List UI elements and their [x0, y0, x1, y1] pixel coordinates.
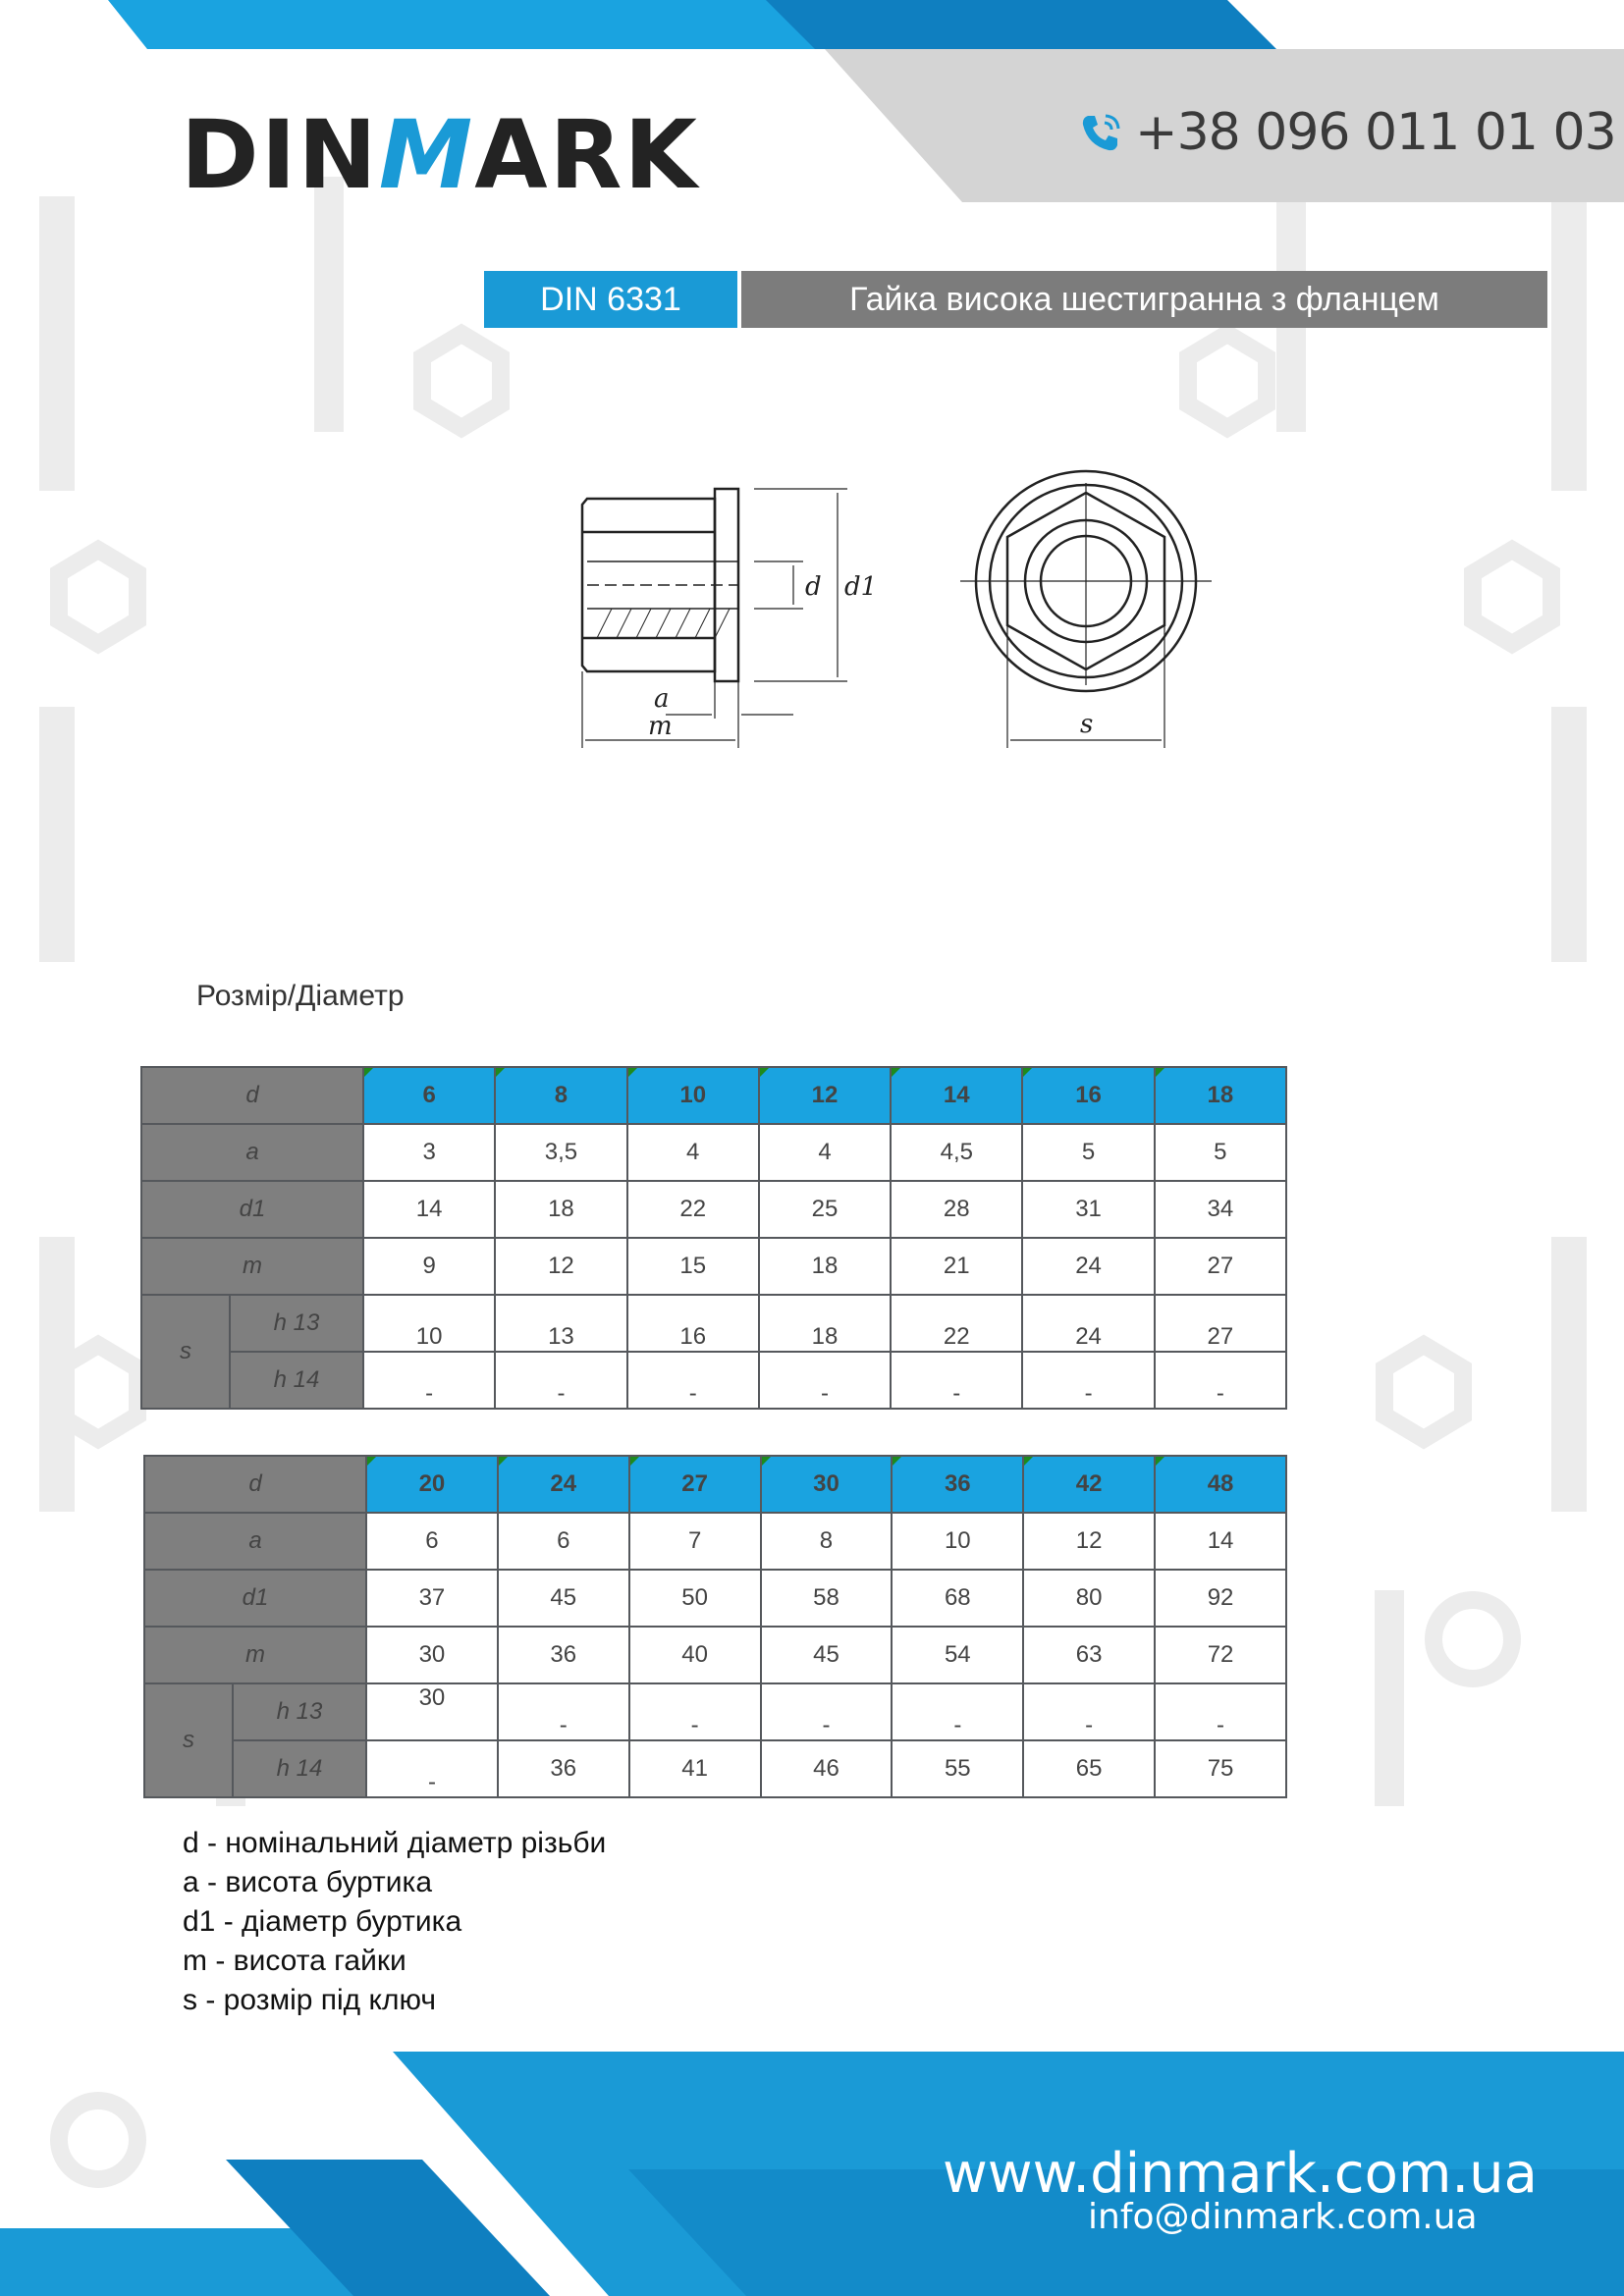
- row-label-d1: d1: [141, 1181, 363, 1238]
- table-cell: -: [891, 1352, 1022, 1409]
- row-label-h14: h 14: [233, 1740, 366, 1797]
- table-cell: 4,5: [891, 1124, 1022, 1181]
- table-cell: -: [629, 1683, 761, 1740]
- table-cell: 46: [761, 1740, 893, 1797]
- table-cell: -: [627, 1352, 759, 1409]
- table-cell: 6: [498, 1513, 629, 1570]
- table-cell: 18: [759, 1295, 891, 1352]
- size-cell: 16: [1022, 1067, 1154, 1124]
- row-label-m: m: [141, 1238, 363, 1295]
- row-label-d: d: [141, 1067, 363, 1124]
- table-cell: 6: [366, 1513, 498, 1570]
- table-cell: 14: [363, 1181, 495, 1238]
- table-cell: 3: [363, 1124, 495, 1181]
- dimensions-table-2: [143, 1455, 1287, 1798]
- table-cell: 25: [759, 1181, 891, 1238]
- table-cell: 3,5: [495, 1124, 626, 1181]
- table-cell: -: [761, 1683, 893, 1740]
- phone-icon: [1076, 108, 1125, 157]
- table-row-d: [141, 1067, 1286, 1124]
- size-cell: 18: [1155, 1067, 1286, 1124]
- table-cell: -: [366, 1740, 498, 1797]
- table-cell: 9: [363, 1238, 495, 1295]
- dim-label-d1: d1: [844, 572, 878, 602]
- dim-label-d: d: [805, 572, 822, 602]
- table-cell: 24: [1022, 1238, 1154, 1295]
- dimensions-table-1: [140, 1066, 1287, 1410]
- row-label-h13: h 13: [233, 1683, 366, 1740]
- size-cell: 12: [759, 1067, 891, 1124]
- table-cell: 45: [498, 1570, 629, 1627]
- table-cell: 22: [891, 1295, 1022, 1352]
- table-cell: 63: [1023, 1627, 1155, 1683]
- table-cell: 10: [892, 1513, 1023, 1570]
- table-cell: 4: [627, 1124, 759, 1181]
- table-cell: 4: [759, 1124, 891, 1181]
- table-cell: 8: [761, 1513, 893, 1570]
- table-cell: 14: [1155, 1513, 1286, 1570]
- table-cell: 34: [1155, 1181, 1286, 1238]
- dim-label-m: m: [648, 712, 673, 741]
- table-cell: 41: [629, 1740, 761, 1797]
- table-cell: 28: [891, 1181, 1022, 1238]
- size-cell: 10: [627, 1067, 759, 1124]
- size-cell: 36: [892, 1456, 1023, 1513]
- product-name: Гайка висока шестигранна з фланцем: [741, 271, 1547, 328]
- row-label-d: d: [144, 1456, 366, 1513]
- technical-drawing: [528, 454, 1274, 768]
- table-row-m: [144, 1627, 1286, 1683]
- table-cell: -: [759, 1352, 891, 1409]
- table-cell: -: [1155, 1352, 1286, 1409]
- table-cell: 24: [1022, 1295, 1154, 1352]
- legend-item: d - номінальний діаметр різьби: [183, 1827, 607, 1859]
- table-cell: 36: [498, 1627, 629, 1683]
- table-cell: -: [1022, 1352, 1154, 1409]
- table-cell: 21: [891, 1238, 1022, 1295]
- size-cell: 27: [629, 1456, 761, 1513]
- table-cell: -: [1155, 1683, 1286, 1740]
- row-label-s: s: [144, 1683, 233, 1797]
- standard-code: DIN 6331: [484, 271, 737, 328]
- table-row-d1: [144, 1570, 1286, 1627]
- table-cell: 72: [1155, 1627, 1286, 1683]
- table-cell: 45: [761, 1627, 893, 1683]
- size-cell: 14: [891, 1067, 1022, 1124]
- size-cell: 48: [1155, 1456, 1286, 1513]
- legend-item: a - висота буртика: [183, 1866, 433, 1898]
- logo-suffix: ARK: [474, 100, 699, 210]
- table-cell: 18: [495, 1181, 626, 1238]
- size-cell: 6: [363, 1067, 495, 1124]
- table-cell: 92: [1155, 1570, 1286, 1627]
- table-cell: 12: [495, 1238, 626, 1295]
- logo-m: M: [378, 100, 475, 210]
- table-row-s-h13: [144, 1683, 1286, 1740]
- table-cell: 27: [1155, 1295, 1286, 1352]
- table-cell: -: [495, 1352, 626, 1409]
- title-bar: [484, 271, 1547, 328]
- table-cell: 13: [495, 1295, 626, 1352]
- table-cell: 37: [366, 1570, 498, 1627]
- table-row-s-h14: [141, 1352, 1286, 1409]
- table-cell: 31: [1022, 1181, 1154, 1238]
- table-cell: 5: [1022, 1124, 1154, 1181]
- email-link[interactable]: info@dinmark.com.ua: [1088, 2197, 1478, 2237]
- row-label-h13: h 13: [230, 1295, 363, 1352]
- size-cell: 8: [495, 1067, 626, 1124]
- legend: [183, 1824, 606, 2020]
- size-cell: 20: [366, 1456, 498, 1513]
- table-cell: -: [498, 1683, 629, 1740]
- logo-prefix: DIN: [181, 100, 379, 210]
- size-cell: 42: [1023, 1456, 1155, 1513]
- table-row-d: [144, 1456, 1286, 1513]
- row-label-a: a: [144, 1513, 366, 1570]
- nut-drawing: [528, 454, 1274, 768]
- dinmark-logo: [181, 100, 721, 210]
- table-cell: 12: [1023, 1513, 1155, 1570]
- table-cell: 58: [761, 1570, 893, 1627]
- table-cell: 65: [1023, 1740, 1155, 1797]
- table-row-m: [141, 1238, 1286, 1295]
- phone-contact: [1076, 98, 1616, 167]
- size-cell: 30: [761, 1456, 893, 1513]
- table-row-a: [144, 1513, 1286, 1570]
- table-row-a: [141, 1124, 1286, 1181]
- table-row-d1: [141, 1181, 1286, 1238]
- website-link[interactable]: www.dinmark.com.ua: [943, 2142, 1538, 2206]
- row-label-h14: h 14: [230, 1352, 363, 1409]
- legend-item: s - розмір під ключ: [183, 1984, 436, 2016]
- table-cell: 50: [629, 1570, 761, 1627]
- table-cell: -: [892, 1683, 1023, 1740]
- table-row-s-h14: [144, 1740, 1286, 1797]
- table-cell: -: [1023, 1683, 1155, 1740]
- legend-item: d1 - діаметр буртика: [183, 1905, 462, 1938]
- table-cell: 5: [1155, 1124, 1286, 1181]
- section-label: Розмір/Діаметр: [196, 980, 405, 1012]
- size-cell: 24: [498, 1456, 629, 1513]
- row-label-a: a: [141, 1124, 363, 1181]
- table-cell: 40: [629, 1627, 761, 1683]
- phone-number: +38 096 011 01 03: [1135, 103, 1616, 162]
- table-cell: 55: [892, 1740, 1023, 1797]
- table-cell: 22: [627, 1181, 759, 1238]
- table-cell: 36: [498, 1740, 629, 1797]
- dim-label-a: a: [654, 684, 670, 714]
- table-cell: 68: [892, 1570, 1023, 1627]
- table-row-s-h13: [141, 1295, 1286, 1352]
- table-cell: -: [363, 1352, 495, 1409]
- row-label-s: s: [141, 1295, 230, 1409]
- table-cell: 80: [1023, 1570, 1155, 1627]
- table-cell: 30: [366, 1627, 498, 1683]
- row-label-m: m: [144, 1627, 366, 1683]
- dim-label-s: s: [1080, 710, 1094, 739]
- table-cell: 30: [366, 1683, 498, 1740]
- table-cell: 7: [629, 1513, 761, 1570]
- legend-item: m - висота гайки: [183, 1945, 406, 1977]
- table-cell: 54: [892, 1627, 1023, 1683]
- row-label-d1: d1: [144, 1570, 366, 1627]
- table-cell: 27: [1155, 1238, 1286, 1295]
- table-cell: 18: [759, 1238, 891, 1295]
- table-cell: 75: [1155, 1740, 1286, 1797]
- table-cell: 15: [627, 1238, 759, 1295]
- table-cell: 10: [363, 1295, 495, 1352]
- table-cell: 16: [627, 1295, 759, 1352]
